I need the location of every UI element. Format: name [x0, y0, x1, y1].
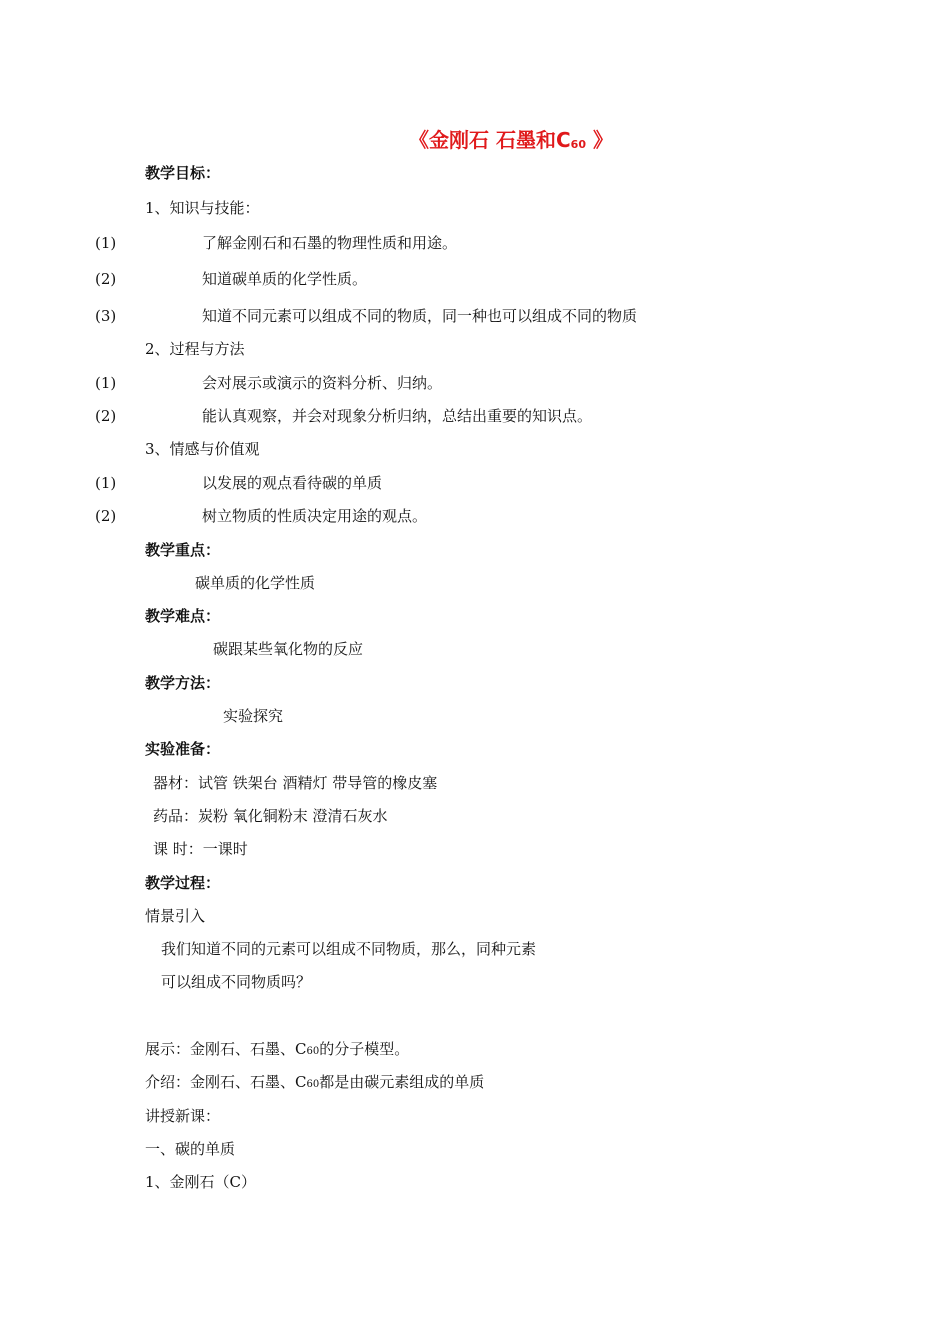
- difficulty-text: 碳跟某些氧化物的反应: [213, 640, 364, 658]
- introduce-suffix: 都是由碳元素组成的单质: [319, 1073, 485, 1091]
- emotion-item-1-text: 以发展的观点看待碳的单质: [202, 474, 383, 492]
- knowledge-heading: 1、知识与技能：: [145, 199, 260, 217]
- introduce-subscript: 60: [306, 1079, 320, 1090]
- page-title: [0, 124, 950, 153]
- knowledge-item-1-num: (1): [95, 234, 117, 252]
- new-lesson-heading: 讲授新课：: [145, 1107, 221, 1125]
- diamond-heading: 1、金刚石（C）: [145, 1173, 257, 1191]
- reagents-line: 药品：炭粉 氧化铜粉末 澄清石灰水: [153, 807, 388, 825]
- introduce-line: [145, 1072, 484, 1095]
- process2-heading: 教学过程：: [145, 874, 221, 892]
- process-item-1-text: 会对展示或演示的资料分析、归纳。: [202, 374, 443, 392]
- show-suffix: 的分子模型。: [319, 1040, 410, 1058]
- objectives-heading: 教学目标：: [145, 164, 221, 182]
- intro-line-1: 我们知道不同的元素可以组成不同物质，那么，同种元素: [161, 940, 537, 958]
- introduce-prefix: 介绍：金刚石、石墨、C: [145, 1073, 307, 1091]
- show-line: [145, 1039, 409, 1062]
- show-subscript: 60: [306, 1046, 320, 1057]
- intro-line-2: 可以组成不同物质吗？: [161, 973, 312, 991]
- duration-line: 课 时：一课时: [153, 840, 248, 858]
- equipment-line: 器材：试管 铁架台 酒精灯 带导管的橡皮塞: [153, 774, 438, 792]
- title-prefix: 《金刚石 石墨和C: [409, 128, 571, 152]
- difficulty-heading: 教学难点：: [145, 607, 221, 625]
- title-suffix: 》: [585, 128, 613, 152]
- knowledge-item-3-num: (3): [95, 307, 117, 325]
- prep-heading: 实验准备：: [145, 740, 221, 758]
- process-item-1-num: (1): [95, 374, 117, 392]
- knowledge-item-2-num: (2): [95, 270, 117, 288]
- knowledge-item-2-text: 知道碳单质的化学性质。: [202, 270, 368, 288]
- emotion-heading: 3、情感与价值观: [145, 440, 260, 458]
- method-text: 实验探究: [223, 707, 284, 725]
- method-heading: 教学方法：: [145, 674, 221, 692]
- knowledge-item-1-text: 了解金刚石和石墨的物理性质和用途。: [202, 234, 458, 252]
- intro-heading: 情景引入: [145, 907, 206, 925]
- emotion-item-2-num: (2): [95, 507, 117, 525]
- title-subscript: 60: [570, 138, 586, 151]
- show-prefix: 展示：金刚石、石墨、C: [145, 1040, 307, 1058]
- key-heading: 教学重点：: [145, 541, 221, 559]
- key-text: 碳单质的化学性质: [195, 574, 316, 592]
- emotion-item-2-text: 树立物质的性质决定用途的观点。: [202, 507, 428, 525]
- process-heading: 2、过程与方法: [145, 340, 245, 358]
- emotion-item-1-num: (1): [95, 474, 117, 492]
- knowledge-item-3-text: 知道不同元素可以组成不同的物质，同一种也可以组成不同的物质: [202, 307, 638, 325]
- part-one-heading: 一、碳的单质: [145, 1140, 236, 1158]
- process-item-2-num: (2): [95, 407, 117, 425]
- process-item-2-text: 能认真观察，并会对现象分析归纳，总结出重要的知识点。: [202, 407, 593, 425]
